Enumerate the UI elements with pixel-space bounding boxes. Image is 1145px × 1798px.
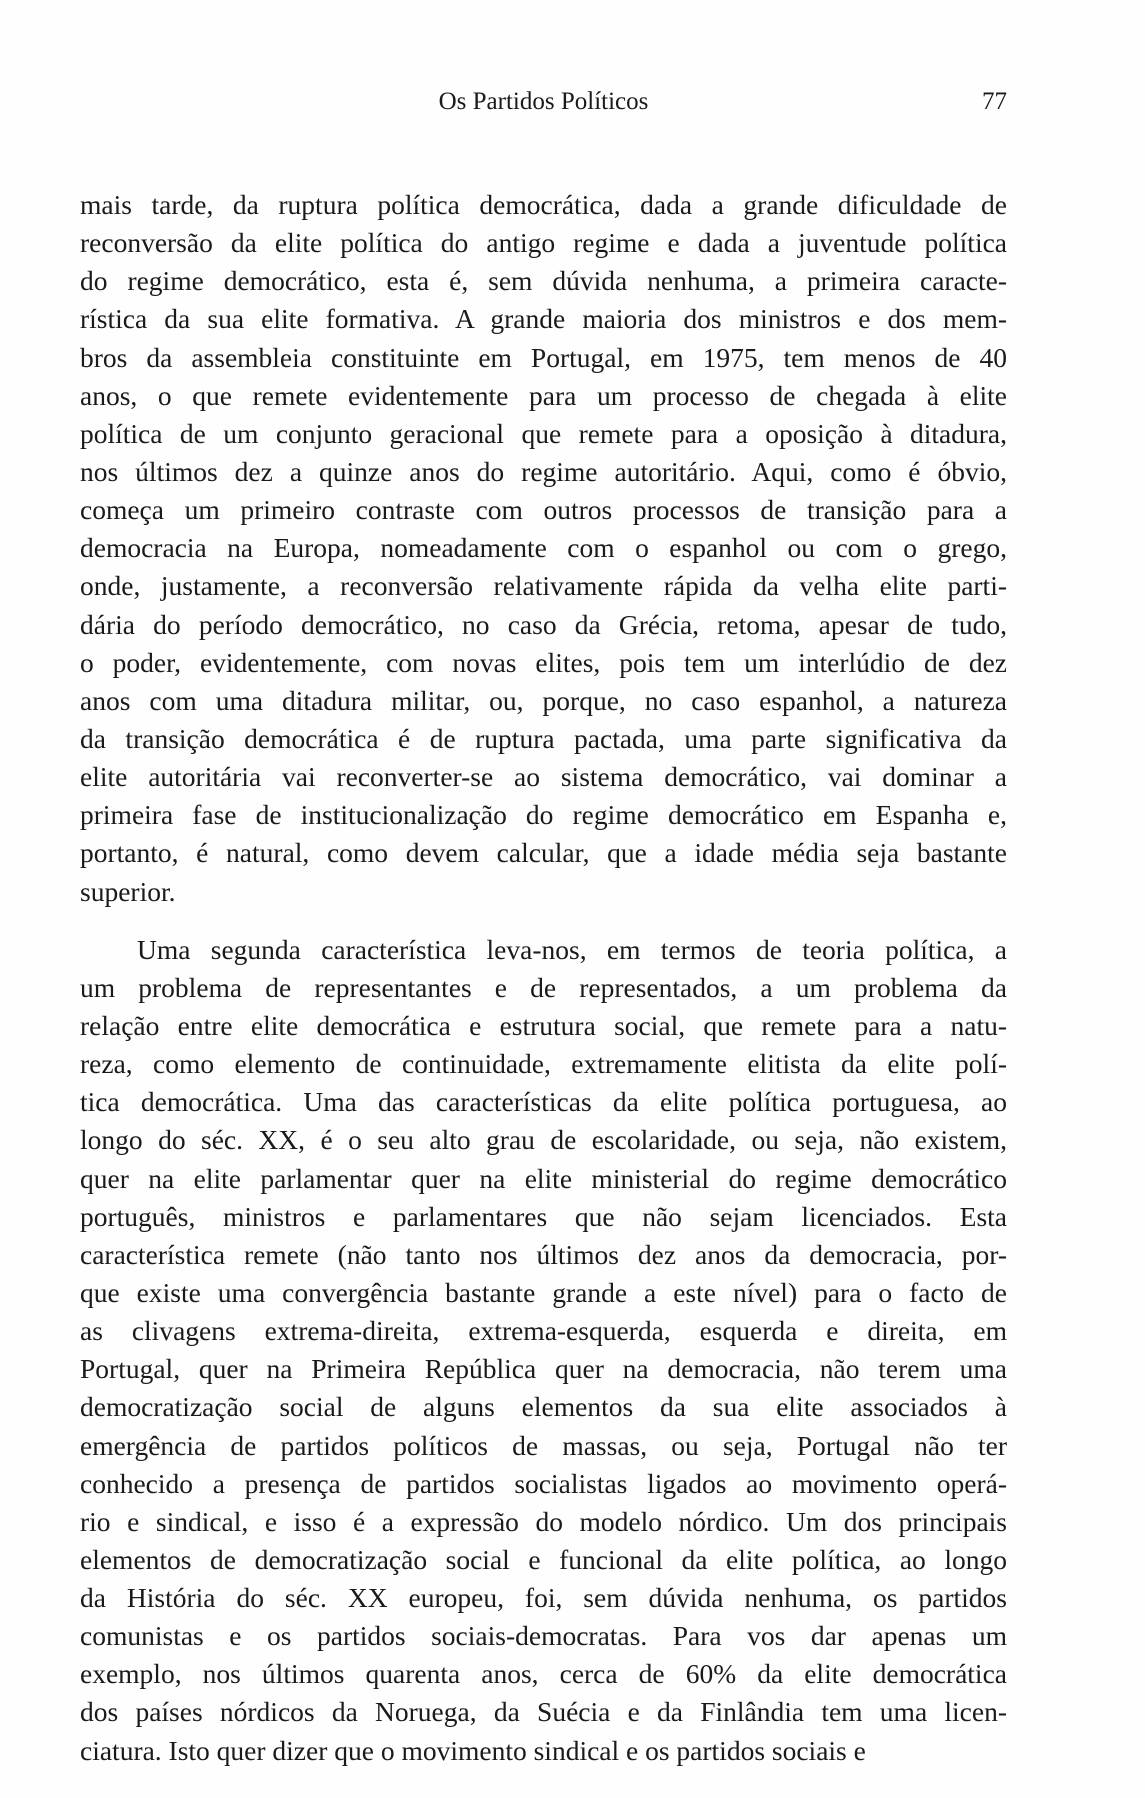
page-number: 77	[982, 88, 1007, 115]
text-line: superior.	[80, 875, 176, 907]
text-line: reconversão da elite política do antigo regime e dada a juventude política	[80, 227, 1007, 259]
paragraph-gap	[80, 911, 1007, 931]
text-line: elite autoritária vai reconverter-se ao sistema democrático, vai dominar a	[80, 761, 1007, 793]
text-line: as clivagens extrema-direita, extrema-esquerda, esquerda e direita, em	[80, 1315, 1007, 1347]
text-line: bros da assembleia constituinte em Portugal, em 1975, tem menos de 40	[80, 341, 1007, 373]
text-line: emergência de partidos políticos de massas, ou seja, Portugal não ter	[80, 1429, 1007, 1461]
text-line: anos, o que remete evidentemente para um processo de chegada à elite	[80, 379, 1007, 411]
running-title: Os Partidos Políticos	[438, 88, 649, 115]
text-line: um problema de representantes e de representados, a um problema da	[80, 971, 1007, 1003]
paragraph	[80, 931, 1007, 1770]
text-line: dária do período democrático, no caso da Grécia, retoma, apesar de tudo,	[80, 608, 1007, 640]
text-line: nos últimos dez a quinze anos do regime autoritário. Aqui, como é óbvio,	[80, 455, 1007, 487]
text-line: democratização social de alguns elementos da sua elite associados à	[80, 1391, 1007, 1423]
running-head	[80, 86, 1007, 118]
text-line: quer na elite parlamentar quer na elite ministerial do regime democrático	[80, 1162, 1007, 1194]
text-line: característica remete (não tanto nos últimos dez anos da democracia, por-	[80, 1238, 1007, 1270]
text-line: do regime democrático, esta é, sem dúvida nenhuma, a primeira caracte-	[80, 265, 1007, 297]
text-line: portanto, é natural, como devem calcular, que a idade média seja bastante	[80, 837, 1007, 869]
text-line: rística da sua elite formativa. A grande maioria dos ministros e dos mem-	[80, 303, 1007, 335]
text-line: português, ministros e parlamentares que não sejam licenciados. Esta	[80, 1200, 1007, 1232]
text-line: Uma segunda característica leva-nos, em termos de teoria política, a	[137, 933, 1007, 965]
text-line: reza, como elemento de continuidade, extremamente elitista da elite polí-	[80, 1048, 1007, 1080]
text-line: onde, justamente, a reconversão relativamente rápida da velha elite parti-	[80, 570, 1007, 602]
text-line: Portugal, quer na Primeira República quer na democracia, não terem uma	[80, 1353, 1007, 1385]
text-line: dos países nórdicos da Noruega, da Suécia e da Finlândia tem uma licen-	[80, 1696, 1007, 1728]
text-line: longo do séc. XX, é o seu alto grau de escolaridade, ou seja, não existem,	[80, 1124, 1007, 1156]
text-line: que existe uma convergência bastante grande a este nível) para o facto de	[80, 1276, 1007, 1308]
body-text	[80, 186, 1007, 1770]
paragraph	[80, 186, 1007, 911]
text-line: anos com uma ditadura militar, ou, porque, no caso espanhol, a natureza	[80, 684, 1007, 716]
text-line: o poder, evidentemente, com novas elites, pois tem um interlúdio de dez	[80, 646, 1007, 678]
text-line: primeira fase de institucionalização do regime democrático em Espanha e,	[80, 799, 1007, 831]
text-line: tica democrática. Uma das características da elite política portuguesa, ao	[80, 1086, 1007, 1118]
text-line: começa um primeiro contraste com outros processos de transição para a	[80, 494, 1007, 526]
text-line: da transição democrática é de ruptura pactada, uma parte significativa da	[80, 722, 1007, 754]
text-line: democracia na Europa, nomeadamente com o espanhol ou com o grego,	[80, 532, 1007, 564]
text-line: elementos de democratização social e funcional da elite política, ao longo	[80, 1543, 1007, 1575]
text-line: comunistas e os partidos sociais-democratas. Para vos dar apenas um	[80, 1620, 1007, 1652]
text-line: política de um conjunto geracional que remete para a oposição à ditadura,	[80, 417, 1007, 449]
text-line: da História do séc. XX europeu, foi, sem dúvida nenhuma, os partidos	[80, 1582, 1007, 1614]
text-line: relação entre elite democrática e estrutura social, que remete para a natu-	[80, 1009, 1007, 1041]
text-line: exemplo, nos últimos quarenta anos, cerca de 60% da elite democrática	[80, 1658, 1007, 1690]
text-line: mais tarde, da ruptura política democrática, dada a grande dificuldade de	[80, 189, 1007, 220]
text-line: ciatura. Isto quer dizer que o movimento sindical e os partidos sociais e	[80, 1734, 866, 1766]
text-line: conhecido a presença de partidos socialistas ligados ao movimento operá-	[80, 1467, 1007, 1499]
text-line: rio e sindical, e isso é a expressão do modelo nórdico. Um dos principais	[80, 1505, 1007, 1537]
